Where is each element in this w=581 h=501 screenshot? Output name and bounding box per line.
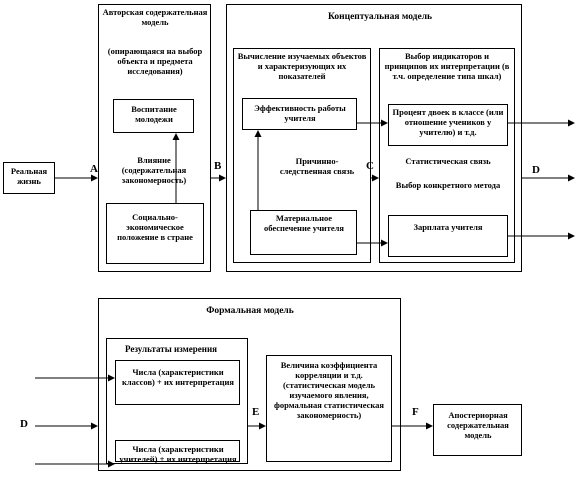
label-d-bottom: D	[20, 418, 28, 430]
material-label: Материальное обеспечение учителя	[263, 213, 344, 233]
label-a: A	[90, 163, 98, 175]
concept-left-title: Вычисление изучаемых объектов и характеризующих их показателей	[237, 51, 367, 81]
percent-label: Процент двоек в классе (или отношение учеников у учителю) и т.д.	[392, 107, 504, 137]
label-e: E	[252, 406, 260, 418]
concept-model-title: Концептуальная модель	[327, 12, 433, 22]
real-life-label: Реальная жизнь	[10, 166, 48, 186]
upbringing-label: Воспитание молодежи	[131, 104, 177, 124]
label-f: F	[412, 406, 419, 418]
label-c: C	[366, 160, 374, 172]
method-label: Выбор конкретного метода	[395, 180, 501, 190]
label-d-top: D	[532, 164, 540, 176]
efficiency-label: Эффективность работы учителя	[254, 103, 346, 123]
causal-label: Причинно-следственная связь	[279, 156, 355, 176]
numbers-teachers-label: Числа (характеристики учителей) + их интерпретация	[119, 444, 237, 464]
results-title: Результаты измерения	[124, 344, 218, 354]
formal-model-title: Формальная модель	[206, 306, 294, 316]
numbers-classes-label: Числа (характеристики классов) + их интерпретация	[121, 367, 235, 387]
value-label: Величина коэффициента корреляции и т.д. (статистическая модель изучаемого явления, формальная статистическая закономерность)	[274, 360, 384, 420]
label-b: B	[214, 160, 222, 172]
statistical-label: Статистическая связь	[405, 156, 491, 166]
salary-label: Зарплата учителя	[413, 222, 483, 232]
author-model-subtitle: (опирающаяся на выбор объекта и предмета исследования)	[107, 46, 203, 76]
socio-economic-label: Социально-экономическое положение в стране	[117, 212, 193, 242]
author-model-title: Авторская содержательная модель	[102, 7, 208, 27]
influence-label: Влияние (содержательная закономерность)	[121, 155, 187, 185]
concept-right-title: Выбор индикаторов и принципов их интерпретации (в т.ч. определение типа шкал)	[384, 51, 510, 81]
posterior-label: Апостериорная содержательная модель	[447, 410, 509, 440]
